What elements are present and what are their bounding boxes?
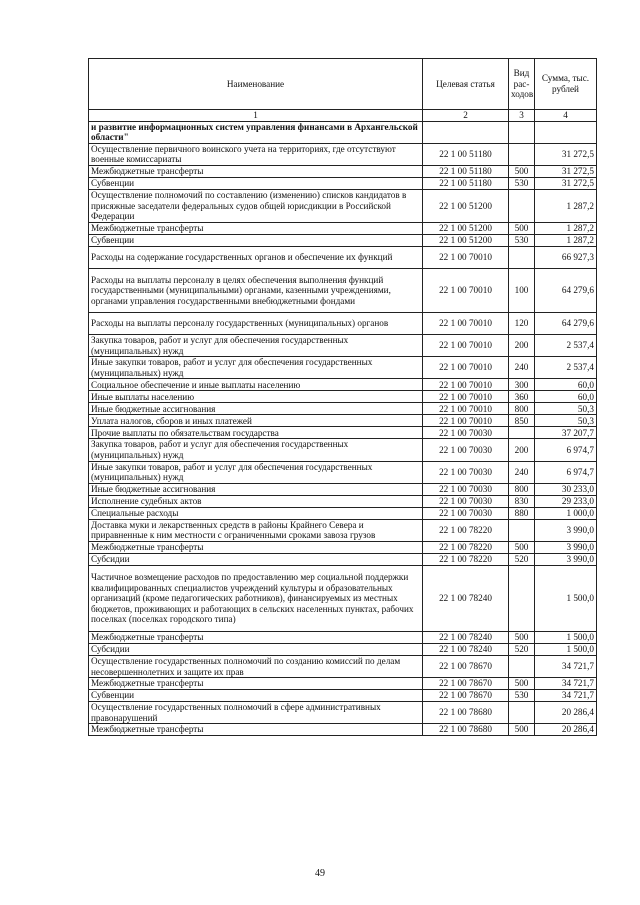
column-index-1: 1 <box>89 110 423 122</box>
row-expense-type: 500 <box>509 541 535 553</box>
row-code: 22 1 00 78670 <box>423 678 509 690</box>
header-expense-type: Вид рас-ходов <box>509 59 535 110</box>
row-expense-type: 500 <box>509 631 535 643</box>
table-body <box>89 121 597 736</box>
table-row <box>89 507 597 519</box>
column-index-4: 4 <box>535 110 597 122</box>
table-row <box>89 483 597 495</box>
row-name: Прочие выплаты по обязательствам государства <box>89 427 423 439</box>
row-sum: 1 287,2 <box>535 189 597 222</box>
row-sum: 3 990,0 <box>535 541 597 553</box>
row-expense-type: 360 <box>509 391 535 403</box>
row-expense-type <box>509 121 535 143</box>
row-sum: 60,0 <box>535 379 597 391</box>
row-expense-type: 240 <box>509 461 535 483</box>
row-expense-type <box>509 427 535 439</box>
row-name: Специальные расходы <box>89 507 423 519</box>
row-sum: 30 233,0 <box>535 483 597 495</box>
row-sum: 60,0 <box>535 391 597 403</box>
row-code: 22 1 00 70010 <box>423 415 509 427</box>
row-code: 22 1 00 70030 <box>423 427 509 439</box>
table-row <box>89 495 597 507</box>
row-sum: 64 279,6 <box>535 312 597 334</box>
table-row <box>89 246 597 268</box>
column-index-3: 3 <box>509 110 535 122</box>
row-expense-type: 120 <box>509 312 535 334</box>
row-sum: 1 000,0 <box>535 507 597 519</box>
row-expense-type: 200 <box>509 334 535 356</box>
row-expense-type: 520 <box>509 643 535 655</box>
table-row <box>89 541 597 553</box>
row-sum: 3 990,0 <box>535 519 597 541</box>
table-row <box>89 189 597 222</box>
row-name: Субсидии <box>89 643 423 655</box>
row-name: Осуществление государственных полномочий в сфере административных правонарушений <box>89 702 423 724</box>
table-row <box>89 379 597 391</box>
row-sum: 50,3 <box>535 403 597 415</box>
row-code: 22 1 00 70010 <box>423 357 509 379</box>
row-name: и развитие информационных систем управления финансами в Архангельской области" <box>89 121 423 143</box>
row-code: 22 1 00 78220 <box>423 519 509 541</box>
row-expense-type: 880 <box>509 507 535 519</box>
table-row <box>89 565 597 631</box>
row-expense-type: 500 <box>509 724 535 736</box>
header-name: Наименование <box>89 59 423 110</box>
row-sum: 31 272,5 <box>535 165 597 177</box>
row-sum: 1 287,2 <box>535 222 597 234</box>
table-row <box>89 391 597 403</box>
row-expense-type: 500 <box>509 222 535 234</box>
row-code: 22 1 00 70010 <box>423 312 509 334</box>
row-code: 22 1 00 51180 <box>423 165 509 177</box>
table-row <box>89 415 597 427</box>
row-code: 22 1 00 78680 <box>423 724 509 736</box>
row-code: 22 1 00 70030 <box>423 439 509 461</box>
row-sum <box>535 121 597 143</box>
budget-table <box>88 58 597 736</box>
header-code: Целевая статья <box>423 59 509 110</box>
row-code: 22 1 00 70010 <box>423 391 509 403</box>
row-name: Доставка муки и лекарственных средств в районы Крайнего Севера и приравненные к ним местности с ограниченными сроками завоза грузов <box>89 519 423 541</box>
header-sum: Сумма, тыс. рублей <box>535 59 597 110</box>
row-code: 22 1 00 70010 <box>423 268 509 312</box>
row-code <box>423 121 509 143</box>
table-row <box>89 655 597 677</box>
table-row <box>89 702 597 724</box>
row-code: 22 1 00 51200 <box>423 189 509 222</box>
table-row <box>89 312 597 334</box>
row-sum: 50,3 <box>535 415 597 427</box>
row-name: Закупка товаров, работ и услуг для обеспечения государственных (муниципальных) нужд <box>89 439 423 461</box>
row-sum: 2 537,4 <box>535 334 597 356</box>
row-name: Социальное обеспечение и иные выплаты населению <box>89 379 423 391</box>
row-expense-type <box>509 565 535 631</box>
row-name: Иные закупки товаров, работ и услуг для обеспечения государственных (муниципальных) нужд <box>89 461 423 483</box>
row-name: Межбюджетные трансферты <box>89 631 423 643</box>
row-expense-type: 530 <box>509 177 535 189</box>
row-expense-type: 500 <box>509 165 535 177</box>
row-name: Субвенции <box>89 234 423 246</box>
row-name: Иные закупки товаров, работ и услуг для обеспечения государственных (муниципальных) нужд <box>89 357 423 379</box>
table-row <box>89 724 597 736</box>
row-sum: 1 287,2 <box>535 234 597 246</box>
row-sum: 64 279,6 <box>535 268 597 312</box>
row-expense-type <box>509 143 535 165</box>
table-header-row <box>89 59 597 110</box>
row-sum: 31 272,5 <box>535 143 597 165</box>
row-expense-type <box>509 246 535 268</box>
row-name: Субсидии <box>89 553 423 565</box>
row-expense-type: 800 <box>509 403 535 415</box>
table-row <box>89 519 597 541</box>
row-expense-type <box>509 519 535 541</box>
table-row <box>89 222 597 234</box>
row-expense-type <box>509 655 535 677</box>
row-sum: 29 233,0 <box>535 495 597 507</box>
row-sum: 3 990,0 <box>535 553 597 565</box>
row-name: Межбюджетные трансферты <box>89 724 423 736</box>
table-row <box>89 631 597 643</box>
row-name: Иные бюджетные ассигнования <box>89 403 423 415</box>
row-sum: 66 927,3 <box>535 246 597 268</box>
table-row <box>89 234 597 246</box>
row-name: Иные выплаты населению <box>89 391 423 403</box>
row-code: 22 1 00 51200 <box>423 234 509 246</box>
table-row <box>89 268 597 312</box>
table-row <box>89 177 597 189</box>
row-expense-type <box>509 702 535 724</box>
row-code: 22 1 00 70030 <box>423 483 509 495</box>
column-index-row <box>89 110 597 122</box>
row-code: 22 1 00 70010 <box>423 403 509 415</box>
row-expense-type: 240 <box>509 357 535 379</box>
row-expense-type: 500 <box>509 678 535 690</box>
table-row <box>89 121 597 143</box>
row-expense-type: 800 <box>509 483 535 495</box>
row-name: Субвенции <box>89 690 423 702</box>
row-sum: 20 286,4 <box>535 724 597 736</box>
row-name: Расходы на содержание государственных органов и обеспечение их функций <box>89 246 423 268</box>
row-sum: 34 721,7 <box>535 678 597 690</box>
row-code: 22 1 00 70030 <box>423 507 509 519</box>
row-sum: 2 537,4 <box>535 357 597 379</box>
row-name: Уплата налогов, сборов и иных платежей <box>89 415 423 427</box>
row-name: Межбюджетные трансферты <box>89 222 423 234</box>
row-code: 22 1 00 78240 <box>423 565 509 631</box>
row-name: Осуществление первичного воинского учета на территориях, где отсутствуют военные комиссариаты <box>89 143 423 165</box>
table-row <box>89 678 597 690</box>
row-name: Расходы на выплаты персоналу государственных (муниципальных) органов <box>89 312 423 334</box>
row-expense-type: 530 <box>509 690 535 702</box>
row-sum: 20 286,4 <box>535 702 597 724</box>
row-sum: 6 974,7 <box>535 461 597 483</box>
row-code: 22 1 00 70010 <box>423 379 509 391</box>
row-code: 22 1 00 51200 <box>423 222 509 234</box>
row-code: 22 1 00 70010 <box>423 246 509 268</box>
row-expense-type: 300 <box>509 379 535 391</box>
row-expense-type: 830 <box>509 495 535 507</box>
row-expense-type: 520 <box>509 553 535 565</box>
page-number: 49 <box>315 868 325 879</box>
table-row <box>89 643 597 655</box>
row-name: Исполнение судебных актов <box>89 495 423 507</box>
row-name: Осуществление полномочий по составлению (изменению) списков кандидатов в присяжные заседатели федеральных судов общей юрисдикции в Российской Федерации <box>89 189 423 222</box>
table-row <box>89 357 597 379</box>
row-expense-type: 200 <box>509 439 535 461</box>
row-code: 22 1 00 78670 <box>423 655 509 677</box>
row-expense-type: 100 <box>509 268 535 312</box>
row-expense-type <box>509 189 535 222</box>
row-code: 22 1 00 51180 <box>423 177 509 189</box>
row-code: 22 1 00 78240 <box>423 643 509 655</box>
row-sum: 1 500,0 <box>535 643 597 655</box>
row-name: Межбюджетные трансферты <box>89 165 423 177</box>
row-code: 22 1 00 70030 <box>423 495 509 507</box>
row-code: 22 1 00 70010 <box>423 334 509 356</box>
row-code: 22 1 00 51180 <box>423 143 509 165</box>
row-sum: 6 974,7 <box>535 439 597 461</box>
row-sum: 34 721,7 <box>535 690 597 702</box>
table-row <box>89 427 597 439</box>
table-row <box>89 403 597 415</box>
row-sum: 34 721,7 <box>535 655 597 677</box>
row-code: 22 1 00 78220 <box>423 553 509 565</box>
row-sum: 31 272,5 <box>535 177 597 189</box>
column-index-2: 2 <box>423 110 509 122</box>
table-row <box>89 439 597 461</box>
row-name: Межбюджетные трансферты <box>89 678 423 690</box>
table-row <box>89 690 597 702</box>
table-row <box>89 165 597 177</box>
row-name: Осуществление государственных полномочий по созданию комиссий по делам несовершеннолетних и защите их прав <box>89 655 423 677</box>
row-sum: 37 207,7 <box>535 427 597 439</box>
row-name: Субвенции <box>89 177 423 189</box>
row-code: 22 1 00 78680 <box>423 702 509 724</box>
row-sum: 1 500,0 <box>535 565 597 631</box>
row-code: 22 1 00 70030 <box>423 461 509 483</box>
row-name: Иные бюджетные ассигнования <box>89 483 423 495</box>
row-name: Частичное возмещение расходов по предоставлению мер социальной поддержки квалифицированных специалистов учреждений культуры и образовательных организаций (кроме педагогических работников), финансируемых из местных бюджетов, проживающих и работающих в сельских населенных пунктах, рабочих поселках (поселках городского типа) <box>89 565 423 631</box>
row-sum: 1 500,0 <box>535 631 597 643</box>
row-code: 22 1 00 78670 <box>423 690 509 702</box>
row-expense-type: 530 <box>509 234 535 246</box>
table-row <box>89 143 597 165</box>
table-row <box>89 553 597 565</box>
table-row <box>89 334 597 356</box>
table-row <box>89 461 597 483</box>
row-name: Закупка товаров, работ и услуг для обеспечения государственных (муниципальных) нужд <box>89 334 423 356</box>
row-code: 22 1 00 78240 <box>423 631 509 643</box>
row-name: Расходы на выплаты персоналу в целях обеспечения выполнения функций государственными (муниципальными) органами, казенными учреждениями, органами управления государственными внебюджетными фондами <box>89 268 423 312</box>
row-name: Межбюджетные трансферты <box>89 541 423 553</box>
row-code: 22 1 00 78220 <box>423 541 509 553</box>
row-expense-type: 850 <box>509 415 535 427</box>
